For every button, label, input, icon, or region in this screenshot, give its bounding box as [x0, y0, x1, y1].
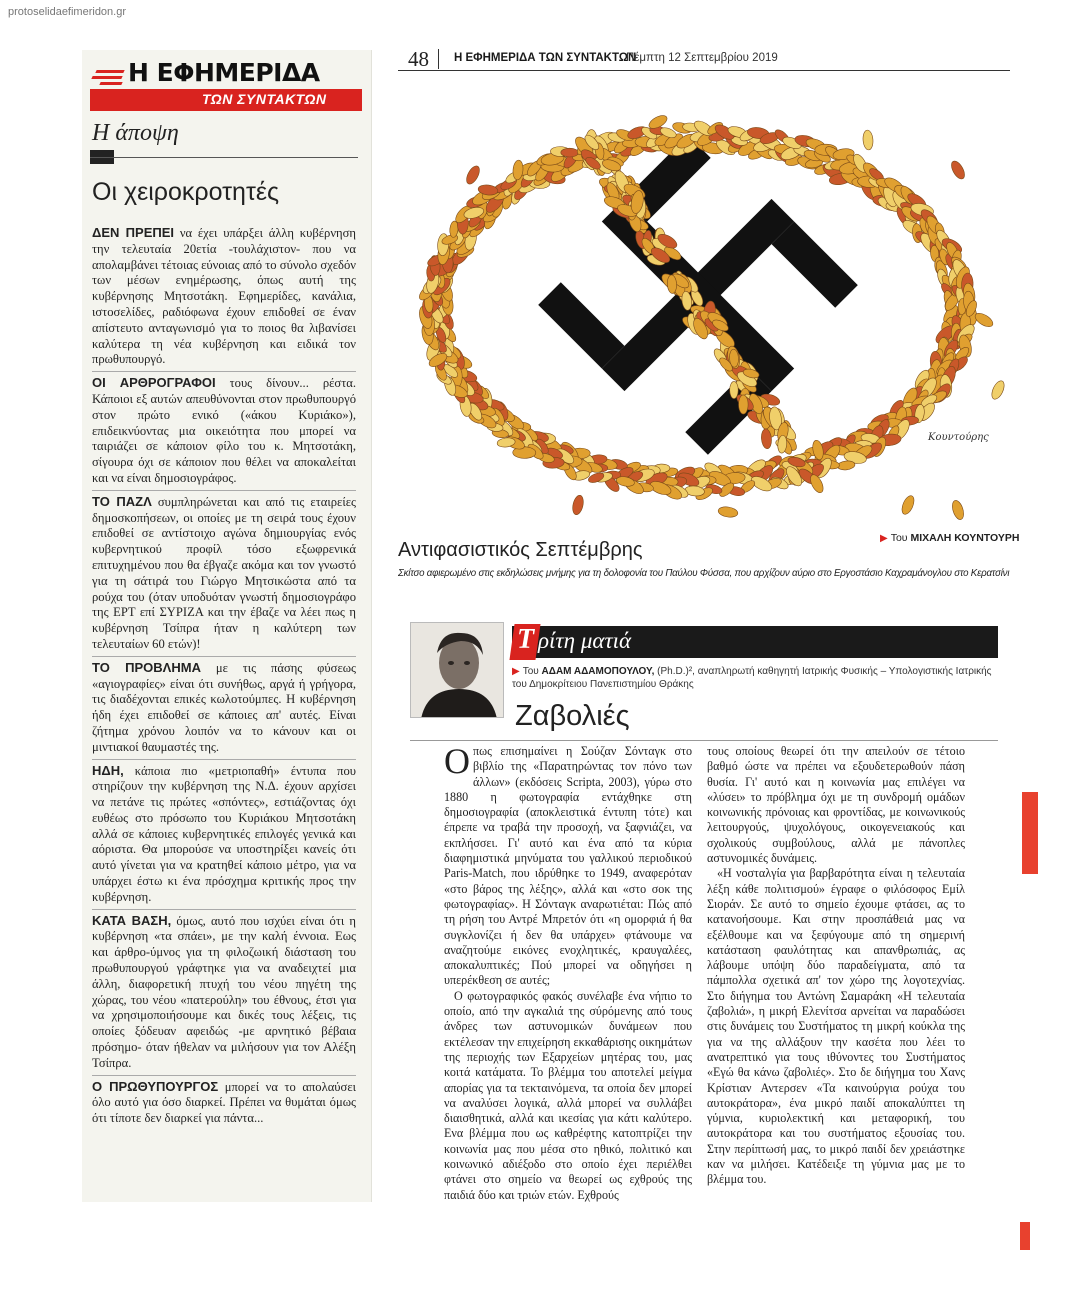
logo-streak	[95, 70, 124, 73]
cartoon-title: Αντιφασιστικός Σεπτέμβρης	[398, 539, 643, 561]
byline-prefix: Του	[522, 666, 539, 677]
editorial-panel	[82, 50, 372, 1202]
paragraph-lead: ΔΕΝ ΠΡΕΠΕΙ	[92, 225, 175, 240]
dropcap: Ο	[444, 741, 470, 781]
column-byline	[512, 666, 1002, 691]
page-header	[398, 47, 1010, 71]
paragraph-divider	[92, 656, 356, 657]
editorial-paragraph	[92, 225, 356, 368]
header-date: Πέμπτη 12 Σεπτεμβρίου 2019	[626, 52, 778, 64]
paragraph-divider	[92, 1075, 356, 1076]
credit-name: ΜΙΧΑΛΗ ΚΟΥΝΤΟΥΡΗ	[910, 532, 1020, 544]
paragraph-lead: ΚΑΤΑ ΒΑΣΗ,	[92, 912, 172, 928]
arrow-icon: ▶	[512, 666, 520, 677]
leaf	[949, 159, 967, 181]
section-divider	[90, 157, 358, 158]
author-photo	[410, 622, 504, 718]
paragraph-divider	[92, 759, 356, 760]
paragraph-lead: ΤΟ ΠΡΟΒΛΗΜΑ	[92, 659, 201, 675]
paragraph-lead: ΟΙ ΑΡΘΡΟΓΡΑΦΟΙ	[92, 375, 216, 391]
header-divider	[438, 49, 439, 69]
paragraph-text: με τις πάσης φύσεως «αγιογραφίες» είναι ότι συνήθως, αργά ή γρήγορα, τις διαδέχονται επικές κωλοτούμπες. Η κυβέρνηση ήδη έχει επιδοθεί σε κάποιες απ' αυτές. Είναι ζήτημα χρόνου λοιπόν να το κάνουν και οι μιντιακοί θαυμαστές της.	[92, 660, 357, 754]
paragraph-divider	[92, 909, 356, 910]
editorial-body	[92, 225, 356, 1127]
paragraph-text: τους δίνουν... ρέστα. Κάποιοι εξ αυτών απευθύνονται στον πρωθυπουργό στον πρώτο ενικό («άκου Κυριάκο»), επιδεικνύοντας μια οικειότητα που μπορεί να ταιριάζει σε κάποιον φίλο του κ. Μητσοτάκη, σίγουρα όχι σε κάποιον που θέλει να αποκαλείται και να είναι δημοσιογράφος.	[92, 376, 357, 485]
leaf	[900, 494, 917, 516]
column-text-1	[444, 741, 692, 1203]
paragraph: «Η νοσταλγία για βαρβαρότητα είναι η τελευταία λέξη κάθε πολιτισμού» έγραφε ο φιλόσοφος Εμίλ Σιοράν. Σε αυτό το σημείο έχουμε φτάσει, ας το κατανοήσουμε. Και στην προσπάθειά μας να εξέλθουμε και να ξεφύγουμε από τη σημερινή κατάσταση φαυλότητας και απανθρωπιάς, ας λάβουμε υπόψη δύο παραδείγματα, από τα πάμπολλα σχετικά απ' τον χώρο της λογοτεχνίας. Στο διήγημα του Αντώνη Σαμαράκη «Η τελευταία ζαβολιά», η μικρή Ελενίτσα αρνείται να παραδώσει στις δυνάμεις του Συστήματος τη μικρή κούκλα της για να της αλλάξουν την κασέτα που λέει το ανατρεπτικό για τους ιθύνοντες του Συστήματος «Εγώ θα κάνω ζαβολιές». Στο δε διήγημα του Χανς Κρίστιαν Αντερσεν «Τα καινούργια ρούχα του αυτοκράτορα», ένα μικρό παιδί αποκαλύπτει τη γύμνια, κυριολεκτική και μεταφορική, του αυτοκράτορα και του συστήματος εξουσίας του. Στην περίπτωσή μας, το μικρό παιδί δεν χρειάστηκε καν να μιλήσει. Κατέδειξε τη γύμνια μας με το βλέμμα του.	[707, 866, 965, 1187]
leaf	[989, 379, 1006, 401]
leaf	[950, 499, 965, 521]
section-label: Η άποψη	[92, 120, 179, 146]
editorial-paragraph	[92, 1079, 356, 1127]
paragraph-text: πως επισημαίνει η Σούζαν Σόνταγκ στο βιβλίο της «Παρατηρώντας τον πόνο των άλλων» (εκδόσεις Scripta, 2003), γύρω στο 1880 η φωτογραφία εντάχθηκε στη δημοσιογραφία (αποκλειστικά έντυπη τότε) και έπρεπε να τραβά την προσοχή, να ξαφνιάζει, να εκπλήσσει. Γι' αυτό και ένα από τα κύρια διαφημιστικά μηνύματα του γαλλικού περιοδικού Paris-Match, που ιδρύθηκε το 1949, αναφερόταν «στο βάρος της λέξης», αλλά και «στο σοκ της φωτογραφίας». Η Σόνταγκ αναρωτιέται: Πώς από τη ρήση του Αντρέ Μπρετόν ότι «η ομορφιά ή θα συγκλονίζει ή δεν θα υπάρχει» φτάνουμε να αναζητούμε εικόνες ενοχλητικές, κραυγαλέες, αποκαλυπτικές; Πού μπορεί να οδηγήσει η υπερέκθεση σε αυτές;	[444, 744, 692, 988]
paragraph-text: κάποια πιο «μετριοπαθή» έντυπα που στηρίζουν την κυβέρνηση της Ν.Δ. έχουν αρχίσει να πετάνε τις πρώτες «σπόντες», εστιάζοντας όχι ευθέως στο πρόσωπο του Κυριάκου Μητσοτάκη αλλά σε κάποιες κυβερνητικές επιλογές γενικά και αόριστα. Θα μπορούσε να υποστηρίξει κανείς ότι αυτό γίνεται για να κρατηθεί κάποιο μέτρο, για να υπάρχει έστω κι ένα πρόσχημα κριτικής προς την κυβέρνηση.	[92, 763, 356, 904]
arrow-icon: ▶	[880, 533, 888, 544]
header-paper-name: Η ΕΦΗΜΕΡΙΔΑ ΤΩΝ ΣΥΝΤΑΚΤΩΝ	[454, 52, 637, 64]
watermark-text: protoselidaefimeridon.gr	[8, 6, 127, 18]
column-kicker: ρίτη ματιά	[538, 628, 632, 653]
edge-mark	[1022, 792, 1038, 874]
leaf	[739, 395, 749, 414]
leaf	[862, 130, 873, 150]
column-kicker-initial: Τ	[517, 624, 535, 655]
cartoon-caption: Σκίτσο αφιερωμένο στις εκδηλώσεις μνήμης για τη δολοφονία του Παύλου Φύσσα, που αρχίζουν αύριο στο Εργοστάσιο Καχραμάνογλου στο Κερατσίνι	[398, 568, 1010, 579]
editorial-paragraph	[92, 763, 356, 906]
paragraph-lead: Ο ΠΡΩΘΥΠΟΥΡΓΟΣ	[92, 1078, 219, 1094]
editorial-paragraph	[92, 375, 356, 487]
column-text-2	[707, 744, 965, 1188]
byline-name: ΑΔΑΜ ΑΔΑΜΟΠΟΥΛΟΥ,	[541, 666, 655, 677]
paragraph: Ο φωτογραφικός φακός συνέλαβε ένα νήπιο το οποίο, από την αγκαλιά της σύρόμενης από τους άνδρες των αστυνομικών δυνάμεων που εκτέλεσαν την επιχείρηση εκκαθάρισης οικημάτων της περιοχής των Εξαρχείων μητέρας του, μας κοιτά κατάματα. Το βλέμμα του αποτελεί μείγμα απορίας για τα τεκταινόμενα, τα οποία δεν μπορεί να αναλύσει λογικά, αλλά μπορεί να συλλάβει διαισθητικά, αλλά και ικεσίας για κάτι καλύτερο. Ενα βλέμμα που ως καθρέφτης κατοπτρίζει την κοινωνία μας που μέσα στο ηθικό, πολιτικό και κοινωνικό αδιέξοδο στο οποίο έχει περιέλθει φτάνει στο σημείο να θεωρεί ως εχθρούς της παιδιά δύο και τριών ετών. Εχθρούς	[444, 988, 692, 1202]
leaf	[561, 148, 579, 157]
masthead-name: Η ΕΦΗΜΕΡΙΔΑ	[128, 58, 320, 87]
editorial-paragraph	[92, 660, 356, 756]
leaf	[464, 164, 482, 186]
paragraph-text: συμπληρώνεται και από τις εταιρείες δημοσκοπήσεων, οι οποίες με τη σειρά τους έχουν επιδοθεί σε αντίστοιχο αγώνα δημιουργίας ενός κυβερνητικού προφίλ τόσο εξωφρενικά επιτυχημένου που θα έβγαζε ακόμα και τον γνωστό για τη σάτιρά του Γιώργο Μητσικώστα από τα ρούχα του (όταν υποδυόταν γνωστή δημοσιογράφο της ΕΡΤ επί ΣΥΡΙΖΑ και την έβαζε να λέει πως η κυβέρνηση Τσίπρα ήταν η καλύτερη των τελευταίων 60 ετών)!	[92, 494, 356, 651]
column-divider	[410, 740, 998, 741]
editorial-paragraph	[92, 494, 356, 653]
cartoon-credit	[880, 532, 1019, 544]
byline-text: (Ph.D.)², αναπληρωτή καθηγητή Ιατρικής Φυσικής – Υπολογιστικής Ιατρικής του Δημοκρίτειου Πανεπιστημίου Θράκης	[512, 666, 992, 690]
credit-prefix: Του	[890, 532, 908, 544]
artist-signature: Κουντούρης	[928, 432, 989, 443]
editorial-title: Οι χειροκροτητές	[92, 178, 280, 206]
paragraph-lead: ΤΟ ΠΑΖΛ	[92, 493, 152, 509]
cartoon-illustration	[398, 110, 1010, 525]
leaf	[717, 506, 738, 519]
cartoon-svg	[398, 110, 1010, 525]
editorial-paragraph	[92, 913, 356, 1072]
paragraph-text: όμως, αυτό που ισχύει είναι ότι η κυβέρνηση «τα σπάει», με την καλή έννοια. Εως και άρθρο-ύμνος για τη φιλοζωική διάσταση του πρωθυπουργού γράφτηκε για να αναδειχτεί μια άλλη, διαφορετική πτυχή του νέου πηγέτη της χώρας, του νέου «πατερούλη» του έθνους, έτσι για να χρησιμοποιήσουμε και δικές τους λέξεις, τις οποίες ξόδευαν αφειδώς -με αρνητικό βέβαια πρόσημο- όταν ήθελαν να μιλήσουν για τον Αλέξη Τσίπρα.	[92, 913, 356, 1070]
leaf	[571, 494, 585, 515]
logo-streak	[91, 76, 122, 79]
paragraph-divider	[92, 371, 356, 372]
paragraph: τους οποίους θεωρεί ότι την απειλούν σε τέτοιο βαθμό ώστε να πρέπει να εξουδετερωθούν πάση θυσία. Γι' αυτό και η κοινωνία μας επιλέγει να «λύσει» το πρόβλημα όχι με τη συνδρομή ομάδων κοινωνικής πρόνοιας και φροντίδας, με κοινωνικούς λειτουργούς, ψυχολόγους, οικογενειακούς και σχολικούς συμβούλους, αλλά με πάνοπλες αστυνομικές δυνάμεις.	[707, 744, 965, 866]
paragraph-divider	[92, 490, 356, 491]
paragraph	[444, 741, 692, 989]
masthead-logo	[90, 58, 362, 118]
paragraph-lead: ΗΔΗ,	[92, 762, 124, 778]
page-number: 48	[408, 47, 429, 71]
paragraph-text: να έχει υπάρξει άλλη κυβέρνηση την τελευταία 20ετία -τουλάχιστον- που να απολαμβάνει τέτοιας εύνοιας από το σύνολο σχεδόν των μέσων ενημέρωσης, όπως αυτή της κυβέρνησης Μητσοτάκη. Εφημερίδες, κανάλια, ιστοσελίδες, ραδιόφωνα έχουν επιδοθεί σε έναν απίστευτο ανταγωνισμό για το ποιος θα λιβανίσει καλύτερα τη νέα κυβέρνηση και ειδικά τον πρωθυπουργό.	[92, 226, 356, 367]
column-title: Ζαβολιές	[515, 700, 630, 732]
paragraph-text: μπορεί να το απολαύσει όλο αυτό για όσο διαρκεί. Πρέπει να θυμάται όμως ότι τίποτε δεν διαρκεί για πάντα...	[92, 1079, 356, 1126]
edge-mark	[1020, 1222, 1030, 1250]
masthead-subtitle: ΤΩΝ ΣΥΝΤΑΚΤΩΝ	[202, 91, 327, 107]
leaf	[730, 381, 739, 398]
logo-streak	[99, 82, 122, 85]
